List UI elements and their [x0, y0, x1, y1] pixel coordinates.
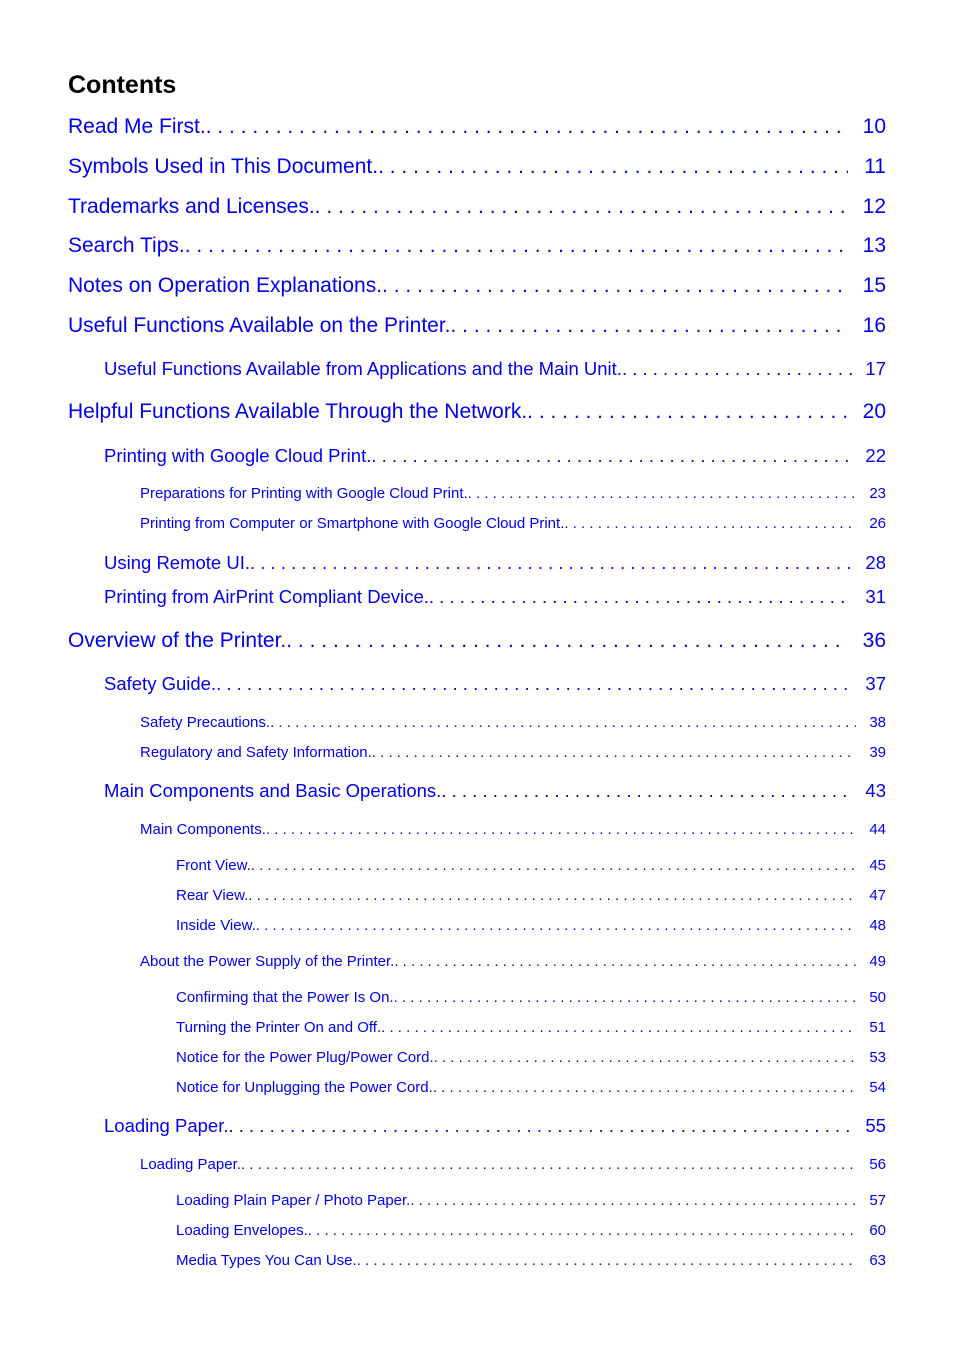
toc-entry-title: Loading Plain Paper / Photo Paper. [176, 1192, 411, 1209]
dot-leader [216, 672, 852, 696]
toc-entry-page: 54 [869, 1079, 886, 1096]
toc-entry-confirming-power[interactable] [176, 988, 886, 1008]
toc-entry-notes-operation[interactable] [68, 273, 886, 299]
dot-leader [434, 1048, 856, 1068]
dot-leader [248, 886, 856, 906]
dot-leader [433, 1078, 856, 1098]
toc-entry-title: Notice for Unplugging the Power Cord. [176, 1079, 433, 1096]
dot-leader [371, 444, 852, 468]
dot-leader [441, 779, 852, 803]
toc-entry-gcp-printing[interactable] [140, 514, 886, 534]
dot-leader [622, 357, 852, 381]
toc-entry-title: Safety Guide. [104, 673, 217, 694]
toc-entry-page: 12 [862, 195, 886, 218]
toc-entry-remote-ui[interactable] [104, 551, 886, 575]
toc-entry-title: Main Components and Basic Operations. [104, 780, 442, 801]
toc-entry-title: Rear View. [176, 887, 249, 904]
toc-entry-safety-precautions[interactable] [140, 713, 886, 733]
toc-entry-page: 15 [862, 274, 886, 297]
toc-entry-title: Main Components. [140, 821, 266, 838]
toc-entry-turning-on-off[interactable] [176, 1018, 886, 1038]
toc-entry-useful-functions[interactable] [68, 313, 886, 339]
dot-leader [250, 551, 852, 575]
toc-entry-page: 10 [862, 115, 886, 138]
dot-leader [381, 1018, 856, 1038]
toc-entry-title: Printing with Google Cloud Print. [104, 445, 372, 466]
toc-entry-title: Notice for the Power Plug/Power Cord. [176, 1049, 434, 1066]
dot-leader [382, 273, 848, 299]
toc-entry-plain-photo-paper[interactable] [176, 1191, 886, 1211]
dot-leader [564, 514, 856, 534]
toc-entry-useful-functions-apps[interactable] [104, 357, 886, 381]
toc-entry-title: Search Tips. [68, 234, 185, 257]
toc-entry-page: 16 [862, 314, 886, 337]
toc-entry-title: Using Remote UI. [104, 552, 250, 573]
toc-entry-page: 23 [869, 485, 886, 502]
toc-entry-loading-paper-section[interactable] [104, 1114, 886, 1138]
toc-entry-page: 49 [869, 953, 886, 970]
dot-leader [206, 114, 848, 140]
dot-leader [185, 233, 848, 259]
toc-entry-power-plug-notice[interactable] [176, 1048, 886, 1068]
toc-entry-title: Trademarks and Licenses. [68, 195, 315, 218]
dot-leader [266, 820, 856, 840]
toc-entry-page: 38 [869, 714, 886, 731]
toc-entry-page: 36 [862, 629, 886, 652]
toc-entry-front-view[interactable] [176, 856, 886, 876]
toc-entry-title: Notes on Operation Explanations. [68, 274, 383, 297]
toc-entry-title: Confirming that the Power Is On. [176, 989, 394, 1006]
toc-entry-page: 45 [869, 857, 886, 874]
dot-leader [451, 313, 848, 339]
toc-entry-page: 44 [869, 821, 886, 838]
dot-leader [286, 628, 848, 654]
toc-entry-safety-guide[interactable] [104, 672, 886, 696]
toc-entry-overview-printer[interactable] [68, 628, 886, 654]
toc-entry-title: Symbols Used in This Document. [68, 155, 379, 178]
toc-entry-loading-paper[interactable] [140, 1155, 886, 1175]
dot-leader [429, 585, 852, 609]
toc-entry-power-supply[interactable] [140, 952, 886, 972]
toc-entry-trademarks[interactable] [68, 194, 886, 220]
toc-entry-title: Loading Paper. [104, 1115, 229, 1136]
dot-leader [372, 743, 856, 763]
dot-leader [251, 856, 856, 876]
toc-entry-title: Front View. [176, 857, 251, 874]
toc-entry-page: 63 [869, 1252, 886, 1269]
toc-entry-unplugging-notice[interactable] [176, 1078, 886, 1098]
toc-entry-title: Helpful Functions Available Through the Network. [68, 400, 528, 423]
toc-entry-page: 53 [869, 1049, 886, 1066]
toc-entry-page: 47 [869, 887, 886, 904]
page-title: Contents [68, 71, 177, 99]
toc-entry-page: 39 [869, 744, 886, 761]
toc-entry-title: Safety Precautions. [140, 714, 271, 731]
toc-entry-page: 43 [865, 780, 886, 801]
toc-entry-title: Overview of the Printer. [68, 629, 287, 652]
toc-entry-media-types[interactable] [176, 1251, 886, 1271]
toc-entry-page: 20 [862, 400, 886, 423]
dot-leader [270, 713, 856, 733]
toc-entry-google-cloud-print[interactable] [104, 444, 886, 468]
dot-leader [256, 916, 856, 936]
toc-entry-title: Turning the Printer On and Off. [176, 1019, 382, 1036]
toc-entry-title: Loading Paper. [140, 1156, 241, 1173]
toc-entry-page: 11 [864, 155, 886, 178]
toc-entry-page: 22 [865, 445, 886, 466]
toc-entry-rear-view[interactable] [176, 886, 886, 906]
toc-entry-title: Media Types You Can Use. [176, 1252, 357, 1269]
toc-entry-page: 51 [869, 1019, 886, 1036]
dot-leader [241, 1155, 856, 1175]
toc-entry-title: Preparations for Printing with Google Cloud Print. [140, 485, 468, 502]
toc-entry-page: 56 [869, 1156, 886, 1173]
toc-entry-gcp-preparations[interactable] [140, 484, 886, 504]
dot-leader [357, 1251, 856, 1271]
toc-entry-read-me-first[interactable] [68, 114, 886, 140]
dot-leader [315, 194, 848, 220]
dot-leader [308, 1221, 856, 1241]
dot-leader [394, 988, 856, 1008]
toc-entry-inside-view[interactable] [176, 916, 886, 936]
toc-entry-title: Printing from AirPrint Compliant Device. [104, 586, 429, 607]
toc-entry-helpful-network[interactable] [68, 399, 886, 425]
toc-entry-regulatory[interactable] [140, 743, 886, 763]
toc-entry-main-components[interactable] [140, 820, 886, 840]
toc-entry-title: Inside View. [176, 917, 256, 934]
dot-leader [228, 1114, 852, 1138]
toc-entry-page: 57 [869, 1192, 886, 1209]
toc-entry-page: 50 [869, 989, 886, 1006]
toc-entry-page: 37 [865, 673, 886, 694]
toc-entry-symbols[interactable] [68, 154, 886, 180]
toc-entry-title: Useful Functions Available on the Printer. [68, 314, 451, 337]
dot-leader [410, 1191, 856, 1211]
toc-entry-envelopes[interactable] [176, 1221, 886, 1241]
toc-entry-page: 31 [865, 586, 886, 607]
toc-entry-title: Useful Functions Available from Applications and the Main Unit. [104, 358, 622, 379]
toc-entry-page: 60 [869, 1222, 886, 1239]
toc-entry-search-tips[interactable] [68, 233, 886, 259]
toc-entry-page: 55 [865, 1115, 886, 1136]
toc-entry-title: Loading Envelopes. [176, 1222, 308, 1239]
toc-entry-title: About the Power Supply of the Printer. [140, 953, 395, 970]
toc-entry-page: 13 [862, 234, 886, 257]
toc-entry-title: Regulatory and Safety Information. [140, 744, 372, 761]
dot-leader [378, 154, 848, 180]
dot-leader [468, 484, 856, 504]
dot-leader [394, 952, 856, 972]
toc-entry-title: Read Me First. [68, 115, 206, 138]
toc-entry-main-components-basic[interactable] [104, 779, 886, 803]
dot-leader [527, 399, 848, 425]
toc-entry-page: 17 [865, 358, 886, 379]
toc-entry-page: 26 [869, 515, 886, 532]
toc-entry-airprint[interactable] [104, 585, 886, 609]
toc-entry-page: 28 [865, 552, 886, 573]
toc-entry-title: Printing from Computer or Smartphone with Google Cloud Print. [140, 515, 565, 532]
toc-entry-page: 48 [869, 917, 886, 934]
